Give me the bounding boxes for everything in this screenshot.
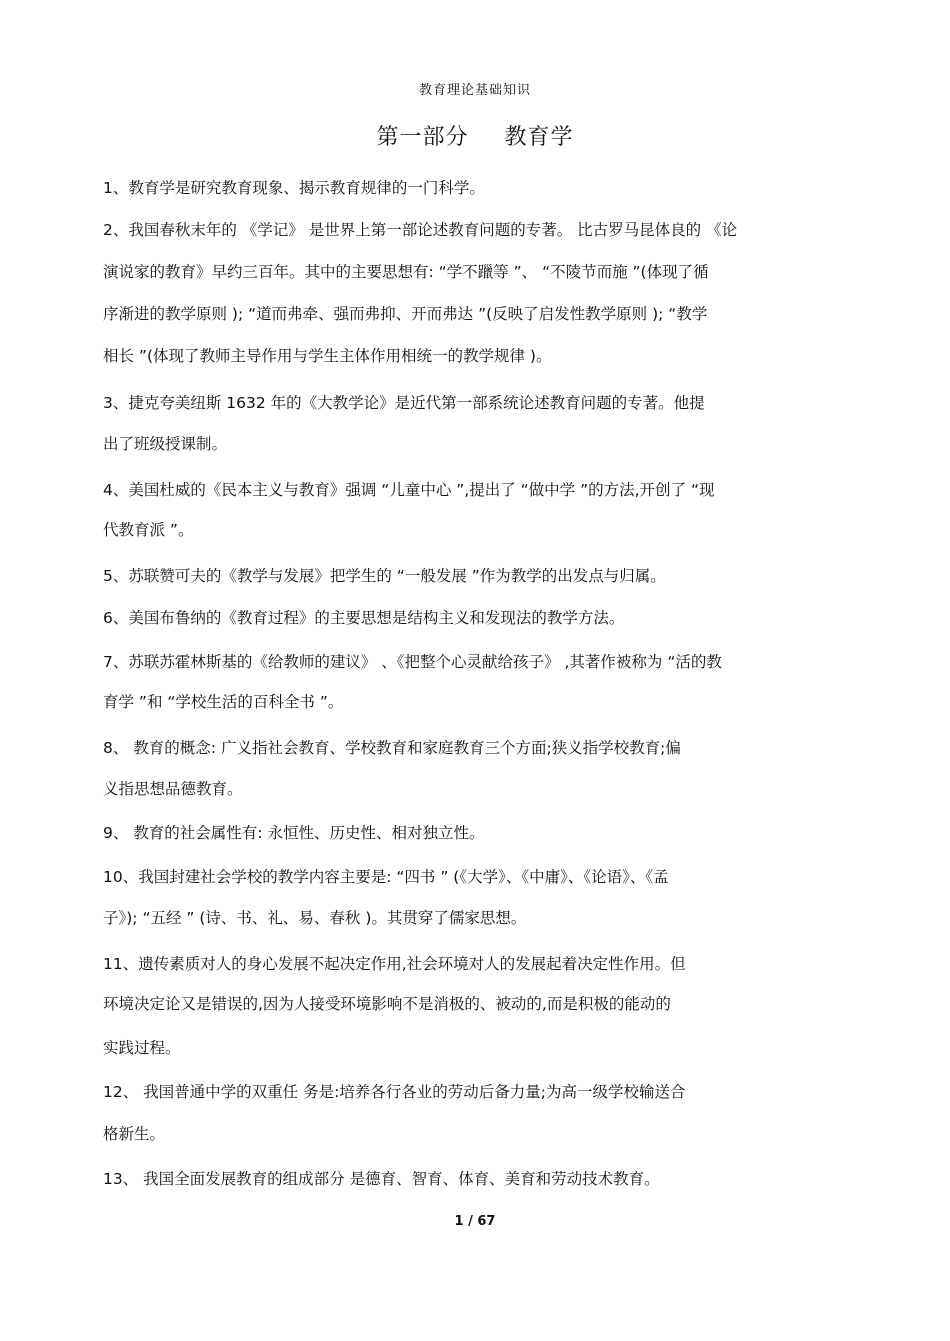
- text-line: 环境决定论又是错误的,因为人接受环境影响不是消极的、被动的,而是积极的能动的: [103, 995, 671, 1013]
- text-line: 子》); “五经 ” (诗、书、礼、易、春秋 )。其贯穿了儒家思想。: [103, 909, 527, 927]
- text-line: 8、 教育的概念: 广义指社会教育、学校教育和家庭教育三个方面;狭义指学校教育;偏: [103, 739, 681, 757]
- text-line: 7、苏联苏霍林斯基的《给教师的建议》 、《把整个心灵献给孩子》 ,其著作被称为 “活的教: [103, 653, 722, 671]
- text-line: 6、美国布鲁纳的《教育过程》的主要思想是结构主义和发现法的教学方法。: [103, 609, 625, 627]
- text-line: 3、捷克夸美纽斯 1632 年的《大教学论》是近代第一部系统论述教育问题的专著。他提: [103, 394, 705, 412]
- text-line: 4、美国杜威的《民本主义与教育》强调 “儿童中心 ”,提出了 “做中学 ”的方法,开创了 “现: [103, 481, 715, 499]
- page-number: 1 / 67: [454, 1214, 496, 1229]
- text-line: 5、苏联赞可夫的《教学与发展》把学生的 “一般发展 ”作为教学的出发点与归属。: [103, 567, 666, 585]
- text-line: 格新生。: [103, 1125, 166, 1143]
- text-line: 演说家的教育》早约三百年。其中的主要思想有: “学不躐等 ”、 “不陵节而施 ”(体现了循: [103, 263, 709, 281]
- text-line: 相长 ”(体现了教师主导作用与学生主体作用相统一的教学规律 )。: [103, 347, 552, 365]
- text-line: 9、 教育的社会属性有: 永恒性、历史性、相对独立性。: [103, 824, 485, 842]
- text-line: 出了班级授课制。: [103, 435, 228, 453]
- running-header: 教育理论基础知识: [418, 83, 531, 98]
- text-line: 育学 ”和 “学校生活的百科全书 ”。: [103, 693, 344, 711]
- text-line: 13、 我国全面发展教育的组成部分 是德育、智育、体育、美育和劳动技术教育。: [103, 1170, 660, 1188]
- text-line: 11、遗传素质对人的身心发展不起决定作用,社会环境对人的发展起着决定性作用。但: [103, 955, 686, 973]
- section-title: [0, 120, 950, 151]
- text-line: 12、 我国普通中学的双重任 务是:培养各行各业的劳动后备力量;为高一级学校输送合: [103, 1083, 686, 1101]
- text-line: 序渐进的教学原则 ); “道而弗牵、强而弗抑、开而弗达 ”(反映了启发性教学原则 ); “教学: [103, 305, 708, 323]
- text-line: 代教育派 ”。: [103, 521, 194, 539]
- text-line: 10、我国封建社会学校的教学内容主要是: “四书 ” (《大学》、《中庸》、《论语》、《孟: [103, 868, 669, 886]
- section-part: 第一部分: [376, 125, 469, 150]
- section-subject: 教育学: [504, 125, 574, 150]
- text-line: 2、我国春秋末年的 《学记》 是世界上第一部论述教育问题的专著。 比古罗马昆体良的 《论: [103, 221, 738, 239]
- text-line: 实践过程。: [103, 1039, 181, 1057]
- text-line: 1、教育学是研究教育现象、揭示教育规律的一门科学。: [103, 179, 485, 197]
- text-line: 义指思想品德教育。: [103, 780, 243, 798]
